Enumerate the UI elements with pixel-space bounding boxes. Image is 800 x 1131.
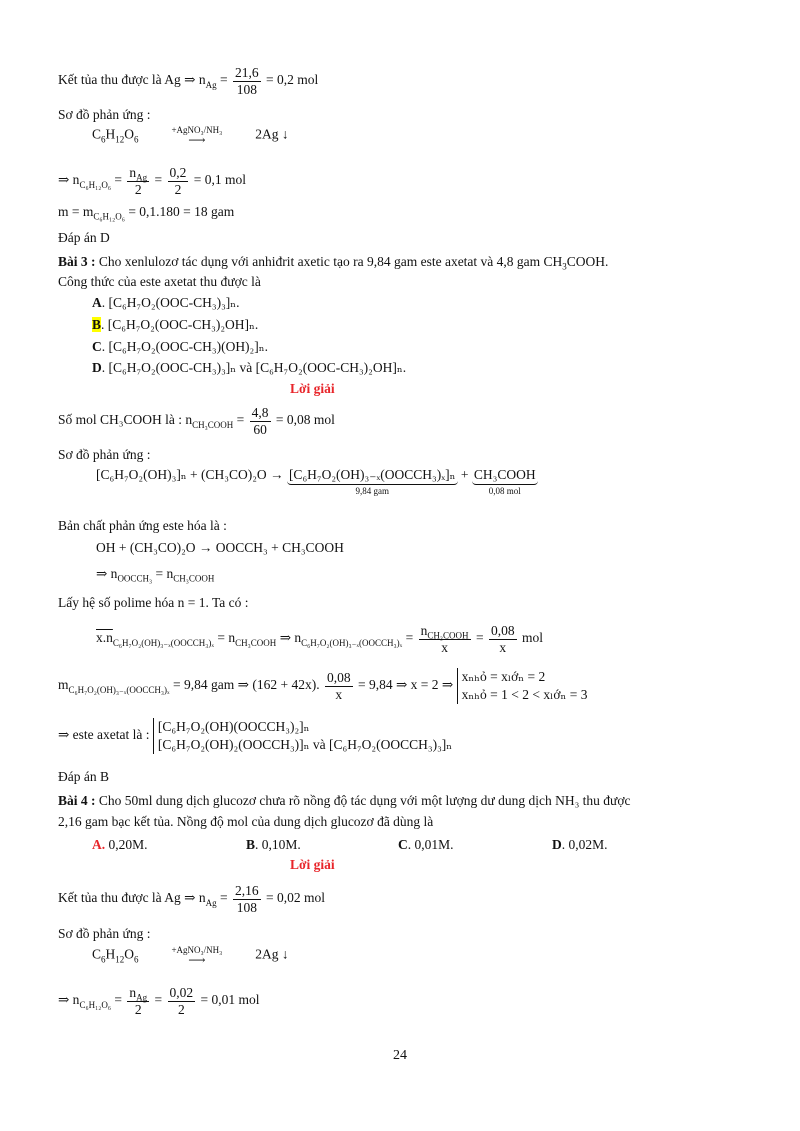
bai4-question-2: 2,16 gam bạc kết tủa. Nồng độ mol của dung dịch glucozơ đã dùng là (58, 814, 434, 829)
bai4-option-a[interactable]: A. 0,20M. (92, 837, 148, 852)
bai3-nature-eq: OH + (CH₃CO)₂O → OOCCH₃ + CH₃COOH (96, 540, 344, 555)
ester-brace: [C₆H₇O₂(OH)₃₋ₓ(OOCCH₃)ₓ]ₙ 9,84 gam (288, 467, 456, 496)
cases-bracket: xₙₕỏ = xₗớₙ = 2 xₙₕỏ = 1 < 2 < xₗớₙ = 3 (457, 668, 588, 704)
bai3-poly-label: Lấy hệ số polime hóa n = 1. Ta có : (58, 595, 249, 610)
bai3-nature-label: Bản chất phản ứng este hóa là : (58, 518, 227, 533)
answer-1: Đáp án D (58, 230, 110, 245)
acid-brace: CH₃COOH 0,08 mol (473, 467, 536, 496)
bai3-eq1: $x.n_{C_6H_7O_2(OH)_{3-x}(OOCCH_3)_x} = n_{CH_3COOH}$ ⇒ $n_{C_6H_7O_2(OH)_{3-x}(OOCCH_3)_x}$ = $\frac{n_{CH_3COOH}}{x}$ = $\frac{0,08}{x}$ mol (96, 623, 543, 655)
answer-3: Đáp án B (58, 769, 109, 784)
bai4-option-d[interactable]: D. 0,02M. (552, 837, 608, 852)
fraction: $\frac{21,6}{108}$ (235, 65, 259, 97)
bai4-question: Bài 4 : Cho 50ml dung dịch glucozơ chưa rõ nồng độ tác dụng với một lượng dư dung dịch NH₃ thu được (58, 793, 631, 808)
ester-bracket: [C₆H₇O₂(OH)(OOCCH₃)₂]ₙ [C₆H₇O₂(OH)₂(OOCCH₃)]ₙ và [C₆H₇O₂(OOCCH₃)₃]ₙ (153, 718, 452, 754)
reaction-arrow: +AgNO₃/NH₃ ⟶ (171, 945, 223, 967)
bai4-reaction: $C_6H_{12}O_6$ +AgNO₃/NH₃ ⟶ 2Ag ↓ (92, 945, 289, 967)
bai3-nature-result: ⇒ $n_{OOCCH_3} = n_{CH_3COOH}$ (96, 566, 215, 584)
mass-line-1: $m = m_{C_6H_{12}O_6} = 0,1.180 = 18$ gam (58, 204, 235, 222)
ag-line-1: Kết tủa thu được là Ag ⇒ $n_{Ag}$ = $\frac{21,6}{108}$ = 0,2 mol (58, 65, 319, 97)
bai4-scheme-label: Sơ đồ phản ứng : (58, 926, 151, 941)
bai4-loi-giai: Lời giải (290, 857, 335, 872)
page-number: 24 (393, 1048, 407, 1063)
bai3-option-d[interactable]: D. [C₆H₇O₂(OOC-CH₃)₃]ₙ và [C₆H₇O₂(OOC-CH₃)₂OH]ₙ. (92, 360, 407, 375)
bai3-scheme-label: Sơ đồ phản ứng : (58, 447, 151, 462)
scheme-label-1: Sơ đồ phản ứng : (58, 107, 151, 122)
bai3-ester-result: ⇒ este axetat là : [C₆H₇O₂(OH)(OOCCH₃)₂]ₙ [C₆H₇O₂(OH)₂(OOCCH₃)]ₙ và [C₆H₇O₂(OOCCH₃)₃]ₙ (58, 719, 453, 752)
n-glucose-line-1: ⇒ $n_{C_6H_{12}O_6}$ = $\frac{n_{Ag}}{2}$ = $\frac{0,2}{2}$ = 0,1 mol (58, 165, 246, 197)
reaction-scheme-1: $C_6H_{12}O_6$ +AgNO₃/NH₃ ⟶ 2Ag ↓ (92, 125, 289, 147)
bai3-option-b[interactable]: B. [C₆H₇O₂(OOC-CH₃)₂OH]ₙ. (92, 317, 259, 332)
bai4-n-glucose-line: ⇒ $n_{C_6H_{12}O_6}$ = $\frac{n_{Ag}}{2}$ = $\frac{0,02}{2}$ = 0,01 mol (58, 985, 260, 1017)
bai4-option-b[interactable]: B. 0,10M. (246, 837, 301, 852)
bai3-eq2: $m_{C_6H_7O_2(OH)_{3-x}(OOCCH_3)_x} = 9,84$ gam ⇒ (162 + 42x). $\frac{0,08}{x}$ = 9,84 ⇒ x = 2 ⇒ xₙₕỏ = xₗớₙ = 2 xₙₕỏ = 1 < 2 < xₗớₙ = 3 (58, 669, 588, 702)
bai3-option-a[interactable]: A. [C₆H₇O₂(OOC-CH₃)₃]ₙ. (92, 295, 240, 310)
bai4-option-c[interactable]: C. 0,01M. (398, 837, 454, 852)
bai3-loi-giai: Lời giải (290, 381, 335, 396)
reaction-arrow: +AgNO₃/NH₃ ⟶ (171, 125, 223, 147)
bai3-mol-line: Số mol CH₃COOH là : $n_{CH_3COOH}$ = $\frac{4,8}{60}$ = 0,08 mol (58, 405, 335, 437)
bai3-reaction: [C₆H₇O₂(OH)₃]ₙ + (CH₃CO)₂O → [C₆H₇O₂(OH)₃₋ₓ(OOCCH₃)ₓ]ₙ 9,84 gam + CH₃COOH 0,08 mol (96, 467, 536, 496)
bai3-question-2: Công thức của este axetat thu được là (58, 274, 261, 289)
bai4-ag-line: Kết tủa thu được là Ag ⇒ $n_{Ag}$ = $\frac{2,16}{108}$ = 0,02 mol (58, 883, 325, 915)
bai3-option-c[interactable]: C. [C₆H₇O₂(OOC-CH₃)(OH)₂]ₙ. (92, 339, 268, 354)
bai3-question: Bài 3 : Cho xenlulozơ tác dụng với anhiđrit axetic tạo ra 9,84 gam este axetat và 4,8 gam $CH_3COOH$. (58, 254, 609, 272)
